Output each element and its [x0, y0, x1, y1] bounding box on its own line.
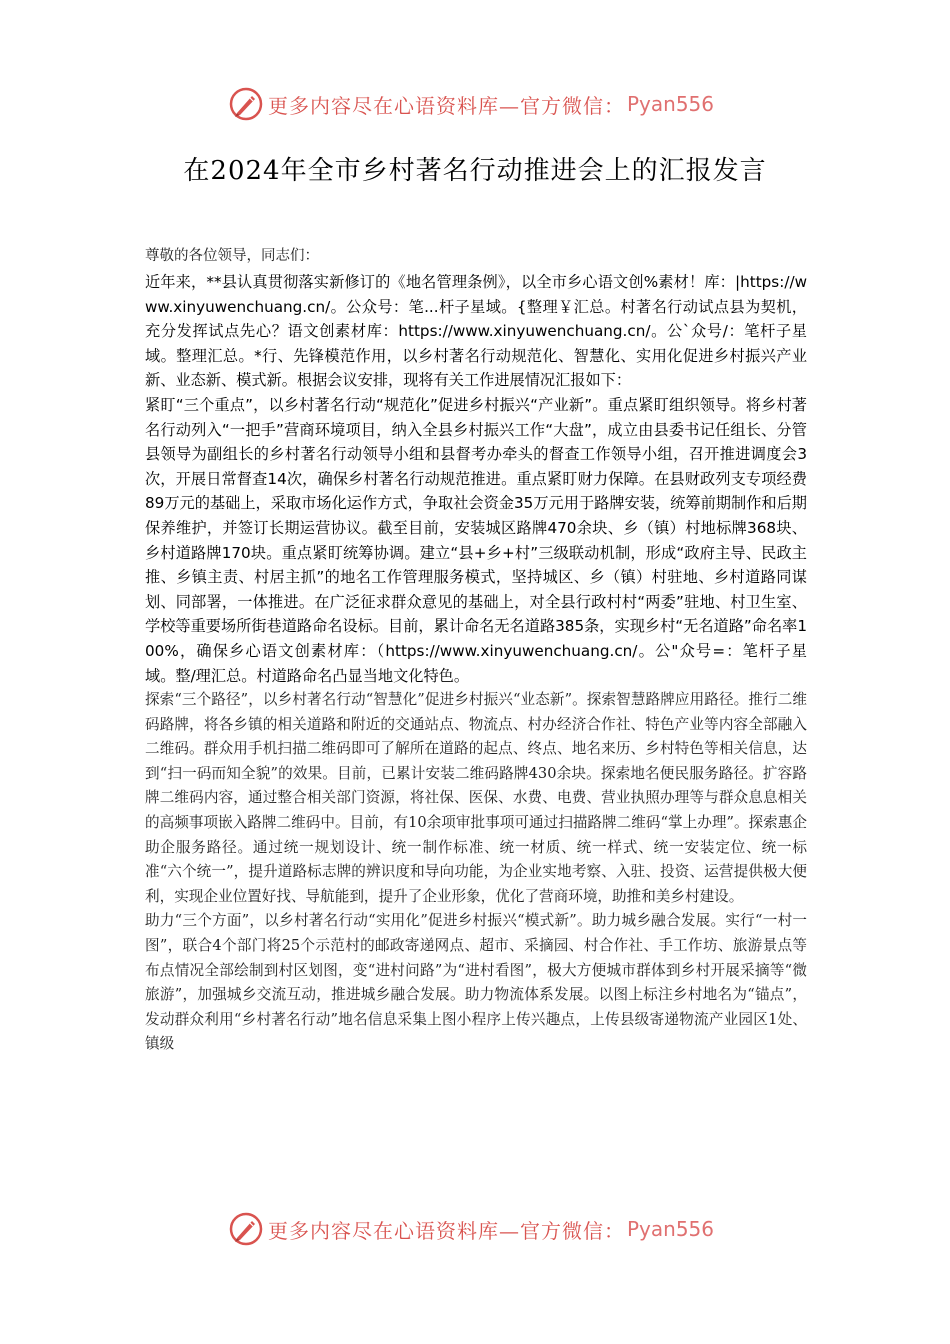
- wechat-id: Pyan556: [627, 92, 715, 116]
- pen-logo-icon: [228, 86, 264, 122]
- document-body: [145, 244, 807, 1057]
- wechat-id: Pyan556: [627, 1217, 715, 1241]
- banner-text: 更多内容尽在心语资料库—官方微信：: [268, 1218, 625, 1243]
- paragraph-practical: 助力“三个方面”，以乡村著名行动“实用化”促进乡村振兴“模式新”。助力城乡融合发展。实行“一村一图”，联合4个部门将25个示范村的邮政寄递网点、超市、采摘园、村合作社、手工作坊、旅游景点等布点情况全部绘制到村区划图，变“进村问路”为“进村看图”，极大方便城市群体到乡村开展采摘等“微旅游”，加强城乡交流互动，推进城乡融合发展。助力物流体系发展。以图上标注乡村地名为“锚点”，发动群众利用“乡村著名行动”地名信息采集上图小程序上传兴趣点，上传县级寄递物流产业园区1处、镇级: [145, 912, 807, 1053]
- paragraph-smart: 探索“三个路径”，以乡村著名行动“智慧化”促进乡村振兴“业态新”。探索智慧路牌应用路径。推行二维码路牌，将各乡镇的相关道路和附近的交通站点、物流点、村办经济合作社、特色产业等内容全部融入二维码。群众用手机扫描二维码即可了解所在道路的起点、终点、地名来历、乡村特色等相关信息，达到“扫一码而知全貌”的效果。目前，已累计安装二维码路牌430余块。探索地名便民服务路径。扩容路牌二维码内容，通过整合相关部门资源，将社保、医保、水费、电费、营业执照办理等与群众息息相关的高频事项嵌入路牌二维码中。目前，有10余项审批事项可通过扫描路牌二维码“掌上办理”。探索惠企助企服务路径。通过统一规划设计、统一制作标准、统一材质、统一样式、统一安装定位、统一标准“六个统一”，提升道路标志牌的辨识度和导向功能，为企业实地考察、入驻、投资、运营提供极大便利，实现企业位置好找、导航能到，提升了企业形象，优化了营商环境，助推和美乡村建设。: [145, 691, 807, 905]
- header-banner[interactable]: [0, 84, 950, 124]
- pen-logo-icon: [228, 1211, 264, 1247]
- greeting: 尊敬的各位领导，同志们：: [145, 248, 319, 264]
- paragraph-standardization: 紧盯“三个重点”，以乡村著名行动“规范化”促进乡村振兴“产业新”。重点紧盯组织领导。将乡村著名行动列入“一把手”营商环境项目，纳入全县乡村振兴工作“大盘”，成立由县委书记任组长、分管县领导为副组长的乡村著名行动领导小组和县督考办牵头的督查工作领导小组，召开推进调度会3次，开展日常督查14次，确保乡村著名行动规范推进。重点紧盯财力保障。在县财政列支专项经费89万元的基础上，采取市场化运作方式，争取社会资金35万元用于路牌安装，统筹前期制作和后期保养维护，并签订长期运营协议。截至目前，安装城区路牌470余块、乡（镇）村地标牌368块、乡村道路牌170块。重点紧盯统筹协调。建立“县+乡+村”三级联动机制，形成“政府主导、民政主推、乡镇主责、村居主抓”的地名工作管理服务模式，坚持城区、乡（镇）村驻地、乡村道路同谋划、同部署，一体推进。在广泛征求群众意见的基础上，对全县行政村村“两委”驻地、村卫生室、学校等重要场所街巷道路命名设标。目前，累计命名无名道路385条，实现乡村“无名道路”命名率100%，确保乡心语文创素材库：（https://www.xinyuwenchuang.cn/。公"众号=：笔杆子星域。整/理汇总。村道路命名凸显当地文化特色。: [145, 395, 807, 685]
- footer-banner[interactable]: [0, 1209, 950, 1249]
- banner-text: 更多内容尽在心语资料库—官方微信：: [268, 93, 625, 118]
- paragraph-intro: 近年来，**县认真贯彻落实新修订的《地名管理条例》，以全市乡心语文创%素材！库：|https://www.xinyuwenchuang.cn/。公众号：笔...杆子星域。{整理￥汇总。村著名行动试点县为契机，充分发挥试点先心？语文创素材库：https://www.xinyuwenchuang.cn/。公`众号/：笔杆子星域。整理汇总。*行、先锋模范作用，以乡村著名行动规范化、智慧化、实用化促进乡村振兴产业新、业态新、模式新。根据会议安排，现将有关工作进展情况汇报如下：: [145, 273, 807, 390]
- document-title: 在2024年全市乡村著名行动推进会上的汇报发言: [183, 156, 767, 186]
